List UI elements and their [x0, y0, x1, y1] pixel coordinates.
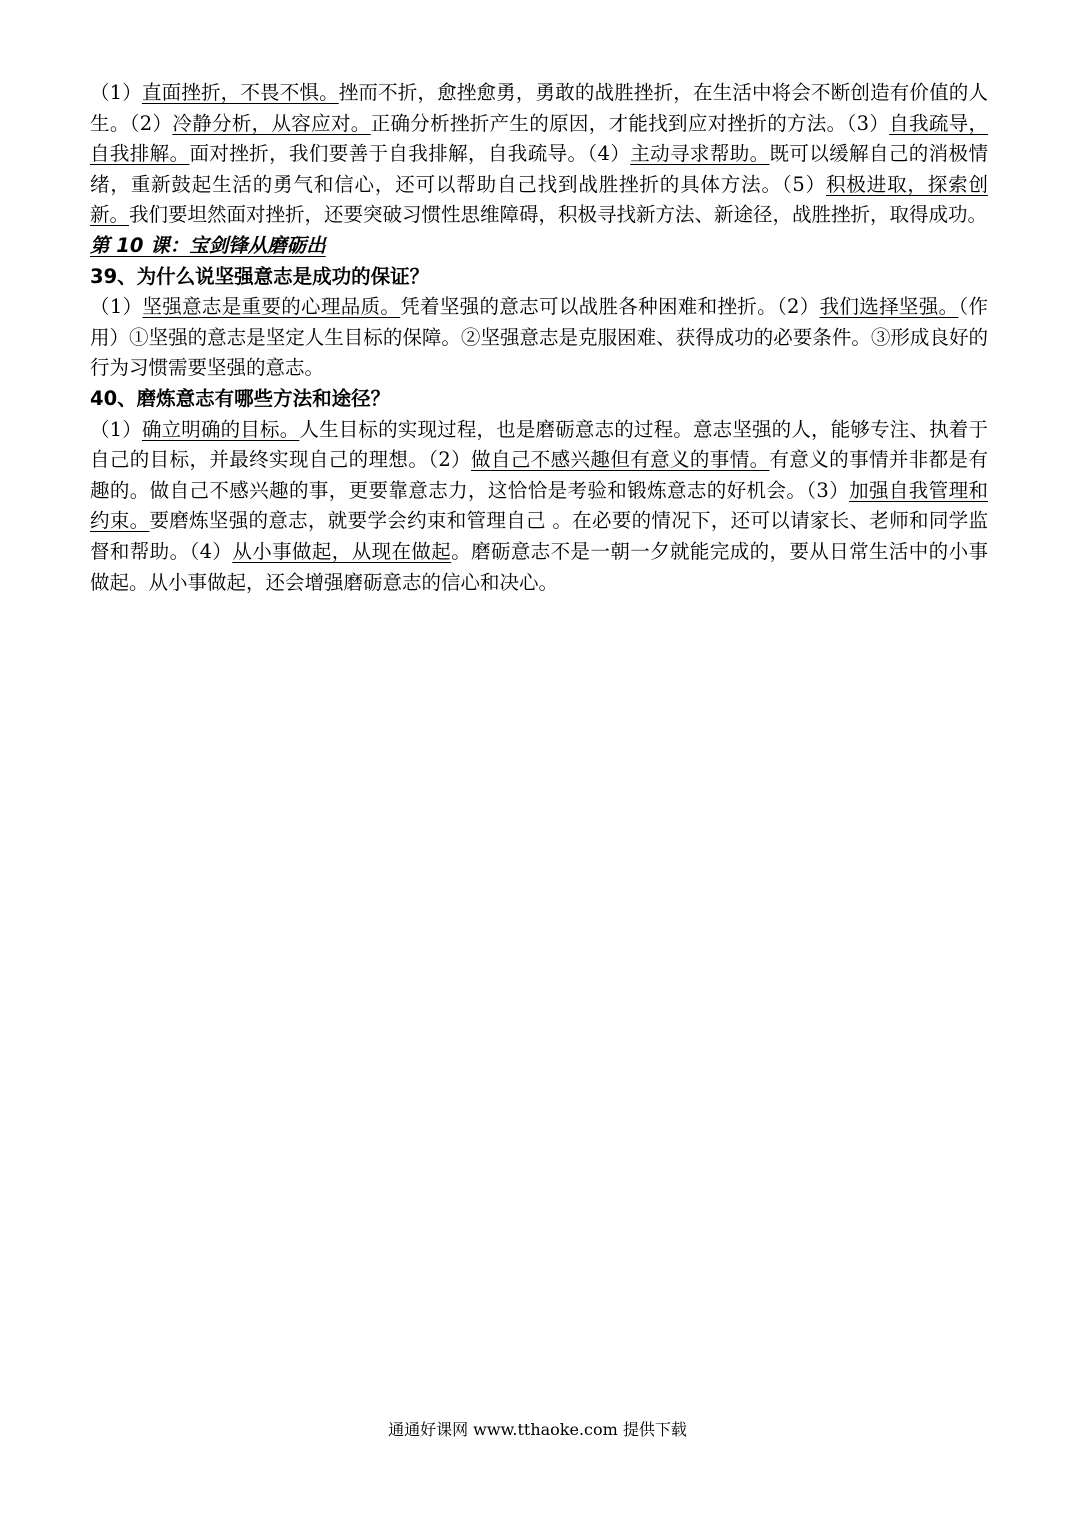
- question-39-heading: 39、为什么说坚强意志是成功的保证？: [90, 264, 430, 288]
- key-point: 做自己不感兴趣但有意义的事情。: [471, 448, 770, 472]
- explanation: 正确分析挫折产生的原因，才能找到应对挫折的方法。: [370, 111, 847, 135]
- item-number: （1）: [90, 81, 142, 104]
- item-number: （1）: [90, 417, 142, 441]
- item-number: （4）: [189, 539, 233, 563]
- key-point: 积极进取，探索创新。: [90, 172, 988, 227]
- coping-methods-paragraph: [90, 78, 988, 231]
- lesson-title: 第 10 课：宝剑锋从磨砺出: [90, 233, 326, 257]
- explanation: 既可以缓解自己的消极情绪，重新鼓起生活的勇气和信心，还可以帮助自己找到战胜挫折的具体方法。: [90, 142, 988, 196]
- key-point: 直面挫折，不畏不惧。: [141, 81, 339, 104]
- document-body: [90, 78, 988, 598]
- key-point: 确立明确的目标。: [141, 417, 300, 441]
- explanation: 。磨砺意志不是一朝一夕就能完成的，要从日常生活中的小事做起。从小事做起，还会增强磨砺意志的信心和决心。: [90, 539, 988, 594]
- item-number: （2）: [428, 448, 472, 472]
- item-number: （5）: [781, 172, 827, 196]
- question-40-heading: 40、磨炼意志有哪些方法和途径？: [90, 386, 391, 410]
- explanation: 凭着坚强的意志可以战胜各种困难和挫折。: [400, 295, 777, 319]
- key-point: 冷静分析，从容应对。: [172, 111, 371, 135]
- key-point: 加强自我管理和约束。: [90, 478, 988, 533]
- explanation: （作用）①坚强的意志是坚定人生目标的保障。②坚强意志是克服困难、获得成功的必要条件。③形成良好的行为习惯需要坚强的意志。: [90, 295, 988, 380]
- item-number: （3）: [806, 478, 850, 502]
- item-number: （1）: [90, 295, 143, 319]
- explanation: 要磨炼坚强的意志，就要学会约束和管理自己 。在必要的情况下，还可以请家长、老师和同学监督和帮助。: [90, 509, 988, 563]
- explanation: 挫而不折，愈挫愈勇，勇敢的战胜挫折，在生活中将会不断创造有价值的人生。: [90, 81, 988, 135]
- explanation: 面对挫折，我们要善于自我排解，自我疏导。: [189, 142, 588, 166]
- explanation: 人生目标的实现过程，也是磨砺意志的过程。意志坚强的人，能够专注、执着于自己的目标，并最终实现自己的理想。: [90, 417, 988, 472]
- key-point: 主动寻求帮助。: [630, 142, 770, 166]
- key-point: 我们选择坚强。: [819, 295, 959, 319]
- item-number: （2）: [776, 295, 820, 319]
- key-point: 自我疏导，自我排解。: [90, 111, 988, 166]
- key-point: 从小事做起，从现在做起: [232, 539, 452, 563]
- item-number: （4）: [587, 142, 631, 166]
- explanation: 我们要坦然面对挫折，还要突破习惯性思维障碍，积极寻找新方法、新途径，战胜挫折，取得成功。: [129, 203, 988, 227]
- question-40-answer: [90, 415, 988, 599]
- key-point: 坚强意志是重要的心理品质。: [142, 295, 401, 319]
- item-number: （2）: [129, 111, 173, 135]
- page-footer: 通通好课网 www.tthaoke.com 提供下载: [388, 1420, 687, 1439]
- item-number: （3）: [846, 111, 890, 135]
- question-39-answer: [90, 292, 988, 384]
- explanation: 有意义的事情并非都是有趣的。做自己不感兴趣的事，更要靠意志力，这恰恰是考验和锻炼意志的好机会。: [90, 448, 988, 502]
